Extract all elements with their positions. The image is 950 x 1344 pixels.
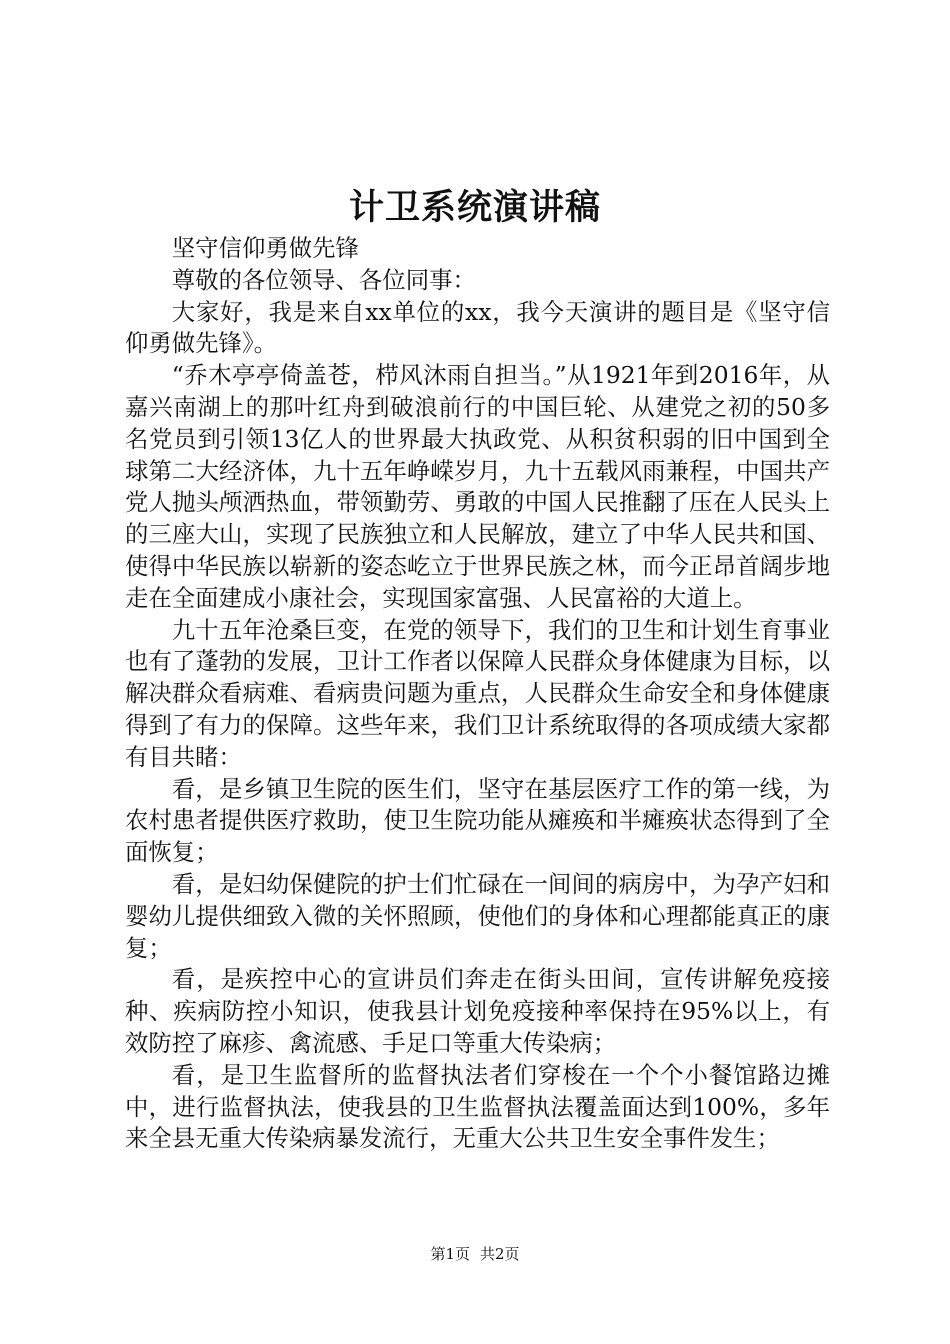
paragraph-township-hospital: 看，是乡镇卫生院的医生们，坚守在基层医疗工作的第一线，为农村患者提供医疗救助，使卫生院功能从瘫痪和半瘫痪状态得到了全面恢复； bbox=[125, 774, 830, 867]
page-footer bbox=[0, 1243, 950, 1265]
document-body bbox=[125, 233, 830, 1155]
paragraph-maternal-hospital: 看，是妇幼保健院的护士们忙碌在一间间的病房中，为孕产妇和婴幼儿提供细致入微的关怀照顾，使他们的身体和心理都能真正的康复； bbox=[125, 869, 830, 962]
page-number: 第1页 bbox=[430, 1245, 470, 1263]
paragraph-subtitle: 坚守信仰勇做先锋 bbox=[171, 234, 359, 262]
paragraph-salutation: 尊敬的各位领导、各位同事： bbox=[171, 265, 476, 294]
document-title: 计卫系统演讲稿 bbox=[348, 187, 601, 228]
paragraph-intro: 大家好，我是来自xx单位的xx，我今天演讲的题目是《坚守信仰勇做先锋》。 bbox=[125, 297, 830, 358]
paragraph-cdc: 看，是疾控中心的宣讲员们奔走在街头田间，宣传讲解免疫接种、疾病防控小知识，使我县计划免疫接种率保持在95%以上，有效防控了麻疹、禽流感、手足口等重大传染病； bbox=[125, 965, 830, 1057]
paragraph-supervision: 看，是卫生监督所的监督执法者们穿梭在一个个小餐馆路边摊中，进行监督执法，使我县的卫生监督执法覆盖面达到100%，多年来全县无重大传染病暴发流行，无重大公共卫生安全事件发生； bbox=[125, 1060, 830, 1153]
paragraph-history: “乔木亭亭倚盖苍，栉风沐雨自担当。”从1921年到2016年，从嘉兴南湖上的那叶红舟到破浪前行的中国巨轮、从建党之初的50多名党员到引领13亿人的世界最大执政党、从积贫积弱的旧中国到全球第二大经济体，九十五年峥嵘岁月，九十五载风雨兼程，中国共产党人抛头颅洒热血，带领勤劳、勇敢的中国人民推翻了压在人民头上的三座大山，实现了民族独立和人民解放，建立了中华人民共和国、使得中华民族以崭新的姿态屹立于世界民族之林，而今正昂首阔步地走在全面建成小康社会，实现国家富强、人民富裕的大道上。 bbox=[125, 361, 830, 612]
paragraph-development: 九十五年沧桑巨变，在党的领导下，我们的卫生和计划生育事业也有了蓬勃的发展，卫计工作者以保障人民群众身体健康为目标，以解决群众看病难、看病贵问题为重点，人民群众生命安全和身体健康得到了有力的保障。这些年来，我们卫计系统取得的各项成绩大家都有目共睹： bbox=[125, 615, 830, 771]
page-total: 共2页 bbox=[480, 1245, 520, 1263]
